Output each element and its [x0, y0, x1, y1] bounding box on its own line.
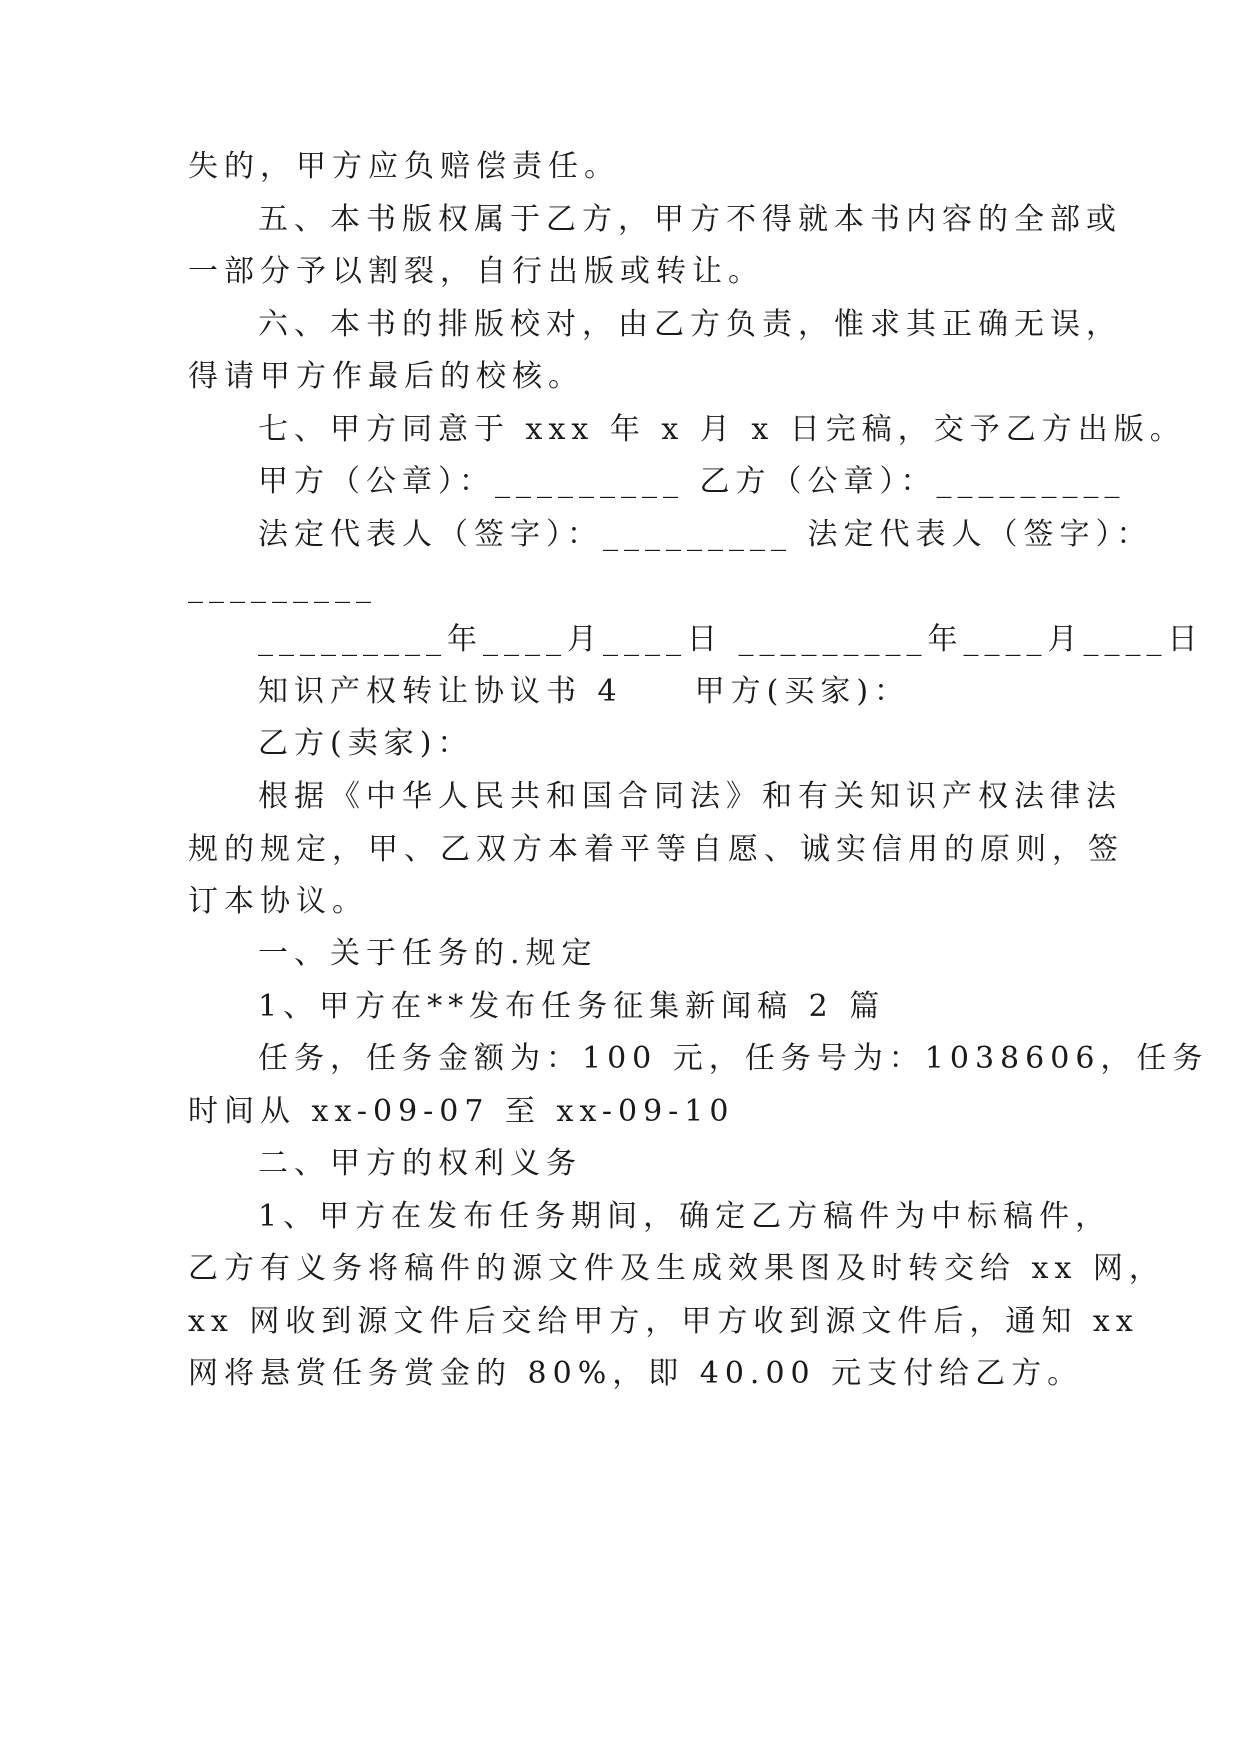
text-line: 一、关于任务的.规定	[258, 936, 598, 971]
text-line: 二、甲方的权利义务	[258, 1146, 582, 1181]
text-line: 乙方(卖家)：	[258, 726, 474, 761]
text-line: 时间从 xx-09-07 至 xx-09-10	[188, 1094, 735, 1129]
text-line: 订本协议。	[188, 884, 368, 919]
text-line: 乙方有义务将稿件的源文件及生成效果图及时转交给 xx 网，	[188, 1251, 1165, 1286]
text-line: 甲方（公章）：_________ 乙方（公章）：_________	[258, 464, 1126, 499]
text-line: 法定代表人（签字）：_________ 法定代表人（签字）：	[258, 517, 1153, 552]
text-line: 七、甲方同意于 xxx 年 x 月 x 日完稿，交予乙方出版。	[258, 412, 1186, 447]
text-line: 一部分予以割裂，自行出版或转让。	[188, 254, 764, 289]
text-line: xx 网收到源文件后交给甲方，甲方收到源文件后，通知 xx	[188, 1304, 1139, 1339]
text-line: 任务，任务金额为：100 元，任务号为：1038606，任务	[258, 1041, 1209, 1076]
text-line: 网将悬赏任务赏金的 80%，即 40.00 元支付给乙方。	[188, 1356, 1084, 1391]
text-line: 得请甲方作最后的校核。	[188, 359, 584, 394]
text-line: 五、本书版权属于乙方，甲方不得就本书内容的全部或	[258, 202, 1122, 237]
text-line: 六、本书的排版校对，由乙方负责，惟求其正确无误，	[258, 307, 1122, 342]
text-line: 知识产权转让协议书 4 甲方(买家)：	[258, 674, 911, 709]
text-line: 根据《中华人民共和国合同法》和有关知识产权法律法	[258, 779, 1122, 814]
text-line: 失的，甲方应负赔偿责任。	[188, 149, 620, 184]
text-line: 1、甲方在**发布任务征集新闻稿 2 篇	[258, 989, 886, 1024]
text-line: _________	[188, 569, 377, 604]
text-line: _________年____月____日 _________年____月____日	[258, 622, 1204, 657]
text-line: 1、甲方在发布任务期间，确定乙方稿件为中标稿件，	[258, 1199, 1112, 1234]
text-line: 规的规定，甲、乙双方本着平等自愿、诚实信用的原则，签	[188, 832, 1124, 867]
